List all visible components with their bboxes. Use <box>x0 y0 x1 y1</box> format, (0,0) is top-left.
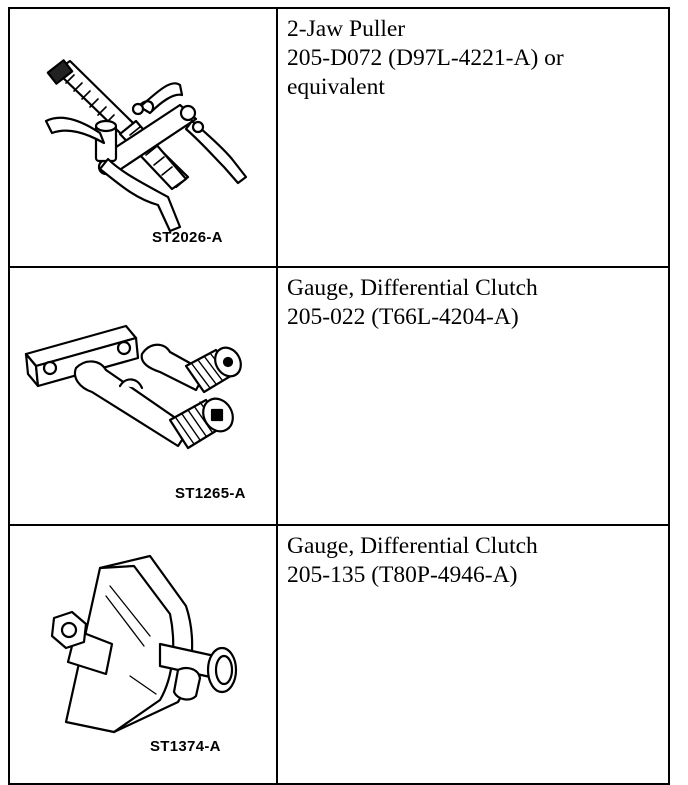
tool-name: Gauge, Differential Clutch <box>287 275 538 301</box>
tool-row <box>9 267 669 525</box>
tool-illustration-cell <box>9 8 277 267</box>
tool-name: 2-Jaw Puller <box>287 16 406 42</box>
tool-note: equivalent <box>287 74 385 100</box>
tool-part-number: 205-135 (T80P-4946-A) <box>287 562 518 588</box>
figure-code: ST2026-A <box>152 229 223 246</box>
two-jaw-puller-icon <box>10 9 274 260</box>
tool-part-number: 205-022 (T66L-4204-A) <box>287 304 519 330</box>
tool-description-cell <box>277 525 669 784</box>
special-tools-table <box>8 7 670 785</box>
differential-clutch-gauge-icon <box>10 268 274 518</box>
figure-code: ST1265-A <box>175 485 246 502</box>
tool-description-cell <box>277 8 669 267</box>
tool-part-number: 205-D072 (D97L-4221-A) or <box>287 45 564 71</box>
tool-description-cell <box>277 267 669 525</box>
tool-row <box>9 525 669 784</box>
tool-illustration-cell <box>9 267 277 525</box>
tool-name: Gauge, Differential Clutch <box>287 533 538 559</box>
tool-row <box>9 8 669 267</box>
figure-code: ST1374-A <box>150 738 221 755</box>
differential-clutch-gauge-icon <box>10 526 274 777</box>
tool-illustration-cell <box>9 525 277 784</box>
